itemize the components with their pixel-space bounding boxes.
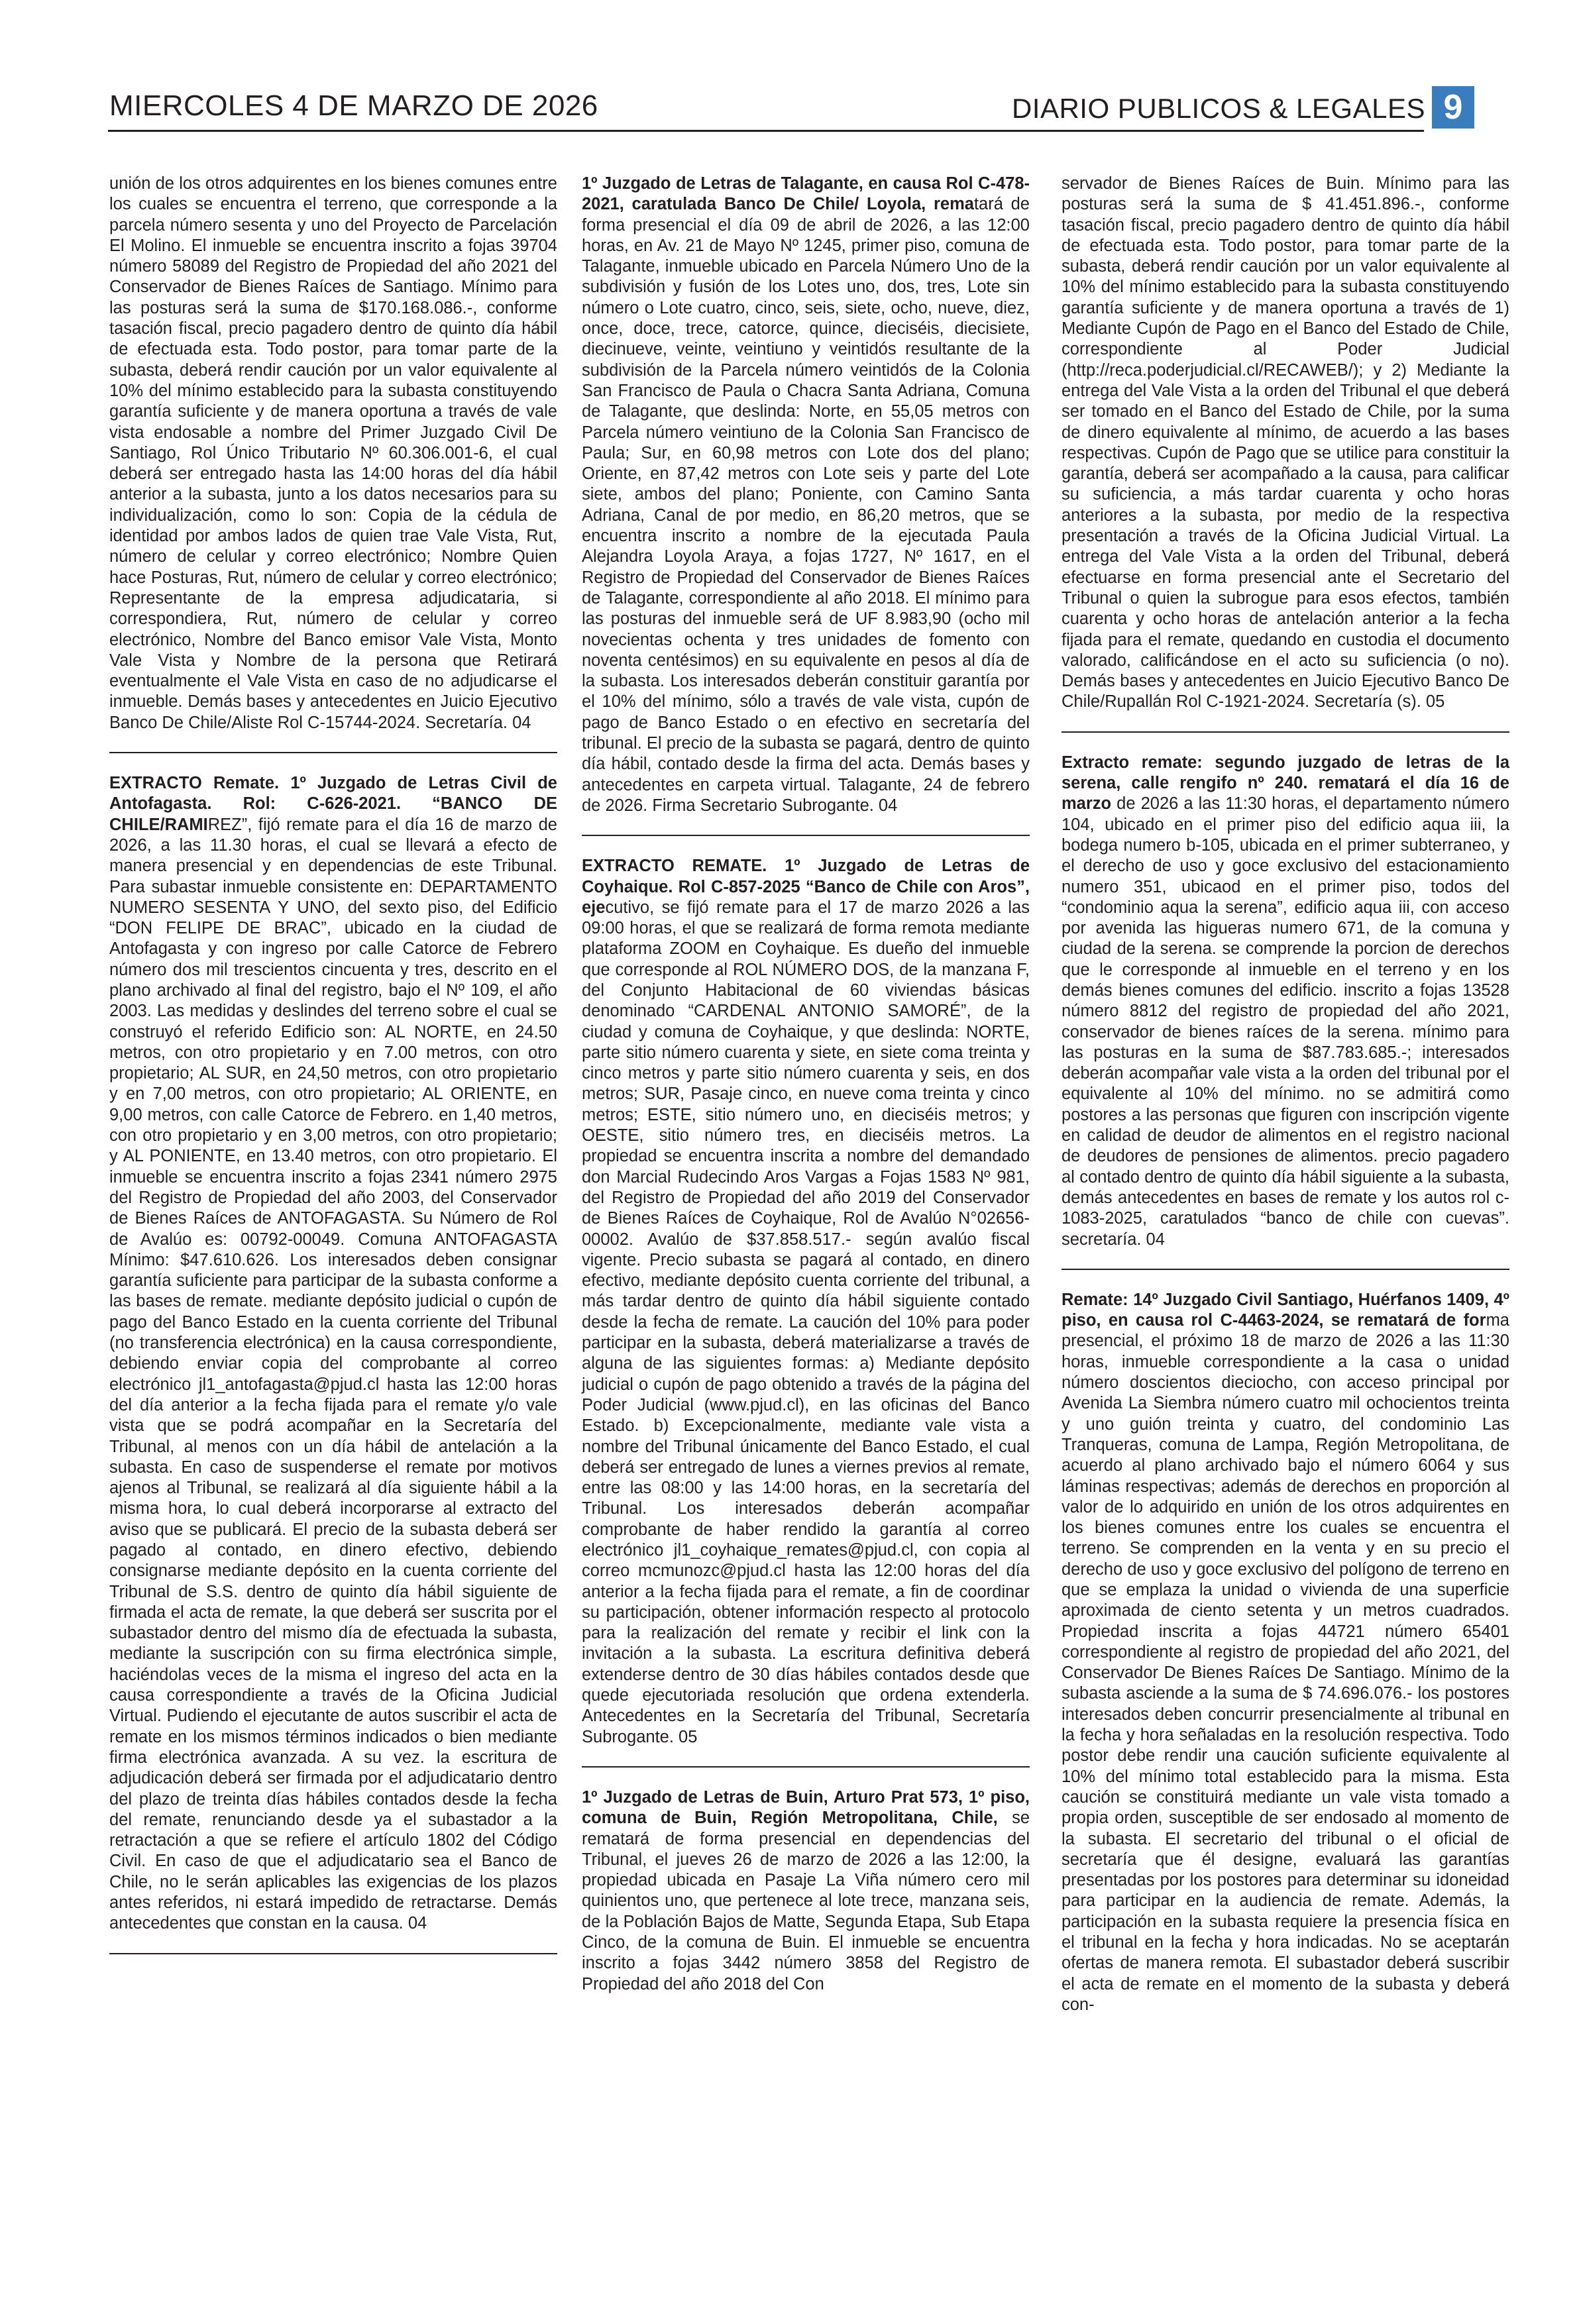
notice-santiago-14 — [1062, 1290, 1509, 2015]
notice-separator — [582, 835, 1030, 836]
notice-separator — [109, 1953, 557, 1954]
page-number-badge: 9 — [1432, 86, 1474, 129]
notice-body: cutivo, se fijó remate para el 17 de marzo 2026 a las 09:00 horas, el que se realizará de forma remota mediante plataforma ZOOM en Coyhaique. Es dueño del inmueble que corresponde al ROL NÚMERO DOS, de la manzana F, del Conjunto Habitacional de 60 viviendas básicas denominado “CARDENAL ANTONIO SAMORÉ”, de la ciudad y comuna de Coyhaique, y que deslinda: NORTE, parte sitio número cuarenta y siete, en siete coma treinta y cinco metros y parte sitio número cuarenta y seis, en dos metros; SUR, Pasaje cinco, en nueve coma treinta y cinco metros; ESTE, sitio número uno, en dieciséis metros; y OESTE, sitio número tres, en dieciséis metros. La propiedad se encuentra inscrita a nombre del demandado don Marcial Rudecindo Aros Vargas a Fojas 1583 Nº 981, del Registro de Propiedad del año 2019 del Conservador de Bienes Raíces de Coyhaique, Rol de Avalúo N°02656-00002. Avalúo de $37.858.517.- según avalúo fiscal vigente. Precio subasta se pagará al contado, en dinero efectivo, mediante depósito cuenta corriente del tribunal, a más tardar dentro de quinto día hábil siguiente contado desde la fecha de remate. La caución del 10% para poder participar en la subasta, deberá materializarse a través de alguna de las siguientes formas: a) Mediante depósito judicial o cupón de pago obtenido a través de la página del Poder Judicial (www.pjud.cl), en las oficinas del Banco Estado. b) Excepcionalmente, mediante vale vista a nombre del Tribunal únicamente del Banco Estado, el cual deberá ser entregado de lunes a viernes previos al remate, entre las 08:00 y las 14:00 horas, en la secretaría del Tribunal. Los interesados deberán acompañar comprobante de haber rendido la garantía al correo electrónico jl1_coyhaique_remates@pjud.cl, con copia al correo mcmunozc@pjud.cl hasta las 12:00 horas del día anterior a la fecha fijada para el remate, a fin de coordinar su participación, obtener información respecto al protocolo para la realización del remate y recibir el link con la invitación a la subasta. La escritura definitiva deberá extenderse dentro de 30 días hábiles contados desde que quede ejecutoriada resolución que ordena extenderla. Antecedentes en la Secretaría del Tribunal, Secretaría Subrogante. 05 — [582, 898, 1030, 1746]
notice-la-serena — [1062, 753, 1509, 1250]
notice-heading: Extracto remate: segundo juzgado de letras de la serena, calle rengifo nº 240. rematará el día 16 de marzo — [1062, 753, 1509, 814]
notice-buin-continued — [1062, 174, 1509, 713]
notice-heading: 1º Juzgado de Letras de Talagante, en causa Rol C-478-2021, caratulada Banco De Chile/ Loyola, rema — [582, 174, 1030, 214]
notice-body: tará de forma presencial el día 09 de abril de 2026, a las 12:00 horas, en Av. 21 de Mayo Nº 1245, primer piso, comuna de Talagante, inmueble ubicado en Parcela Número Uno de la subdivisión y fusión de los Lotes uno, dos, tres, Lote sin número o Lote cuatro, cinco, seis, siete, ocho, nueve, diez, once, doce, trece, catorce, quince, dieciséis, diecisiete, diecinueve, veinte, veintiuno y veintidós resultante de la subdivisión de la Parcela número veintidós de la Colonia San Francisco de Paula o Chacra Santa Adriana, Comuna de Talagante, que deslinda: Norte, en 55,05 metros con Parcela número veintiuno de la Colonia San Francisco de Paula; Sur, en 60,98 metros con Lote dos del plano; Oriente, en 87,42 metros con Lote seis y parte del Lote siete, ambos del plano; Poniente, con Camino Santa Adriana, Canal de por medio, en 86,20 metros, que se encuentra inscrito a nombre de la ejecutada Paula Alejandra Loyola Araya, a fojas 1727, Nº 1617, en el Registro de Propiedad del Conservador de Bienes Raíces de Talagante, correspondiente al año 2018. El mínimo para las posturas del inmueble será de UF 8.983,90 (ocho mil novecientas ochenta y tres unidades de fomento con noventa centésimos) en su equivalente en pesos al día de la subasta. Los interesados deberán constituir garantía por el 10% del mínimo, sólo a través de vale vista, cupón de pago de Banco Estado o en efectivo en secretaría del tribunal. El precio de la subasta se pagará, dentro de quinto día hábil, contado desde la firma del acta. Demás bases y antecedentes en carpeta virtual. Talagante, 24 de febrero de 2026. Firma Secretario Subrogante. 04 — [582, 195, 1030, 815]
publication-name: DIARIO PUBLICOS & LEGALES — [1011, 93, 1425, 124]
column-3 — [1062, 174, 1509, 2015]
notice-body: se rematará de forma presencial en dependencias del Tribunal, el jueves 26 de marzo de 2026 a las 12:00, la propiedad ubicada en Pasaje La Viña número cero mil quinientos uno, que pertenece al lote trece, manzana seis, de la Población Bajos de Matte, Segunda Etapa, Sub Etapa Cinco, de la comuna de Buin. El inmueble se encuentra inscrito a fojas 3442 número 3858 del Registro de Propiedad del año 2018 del Con — [582, 1809, 1030, 1993]
notice-body: unión de los otros adquirentes en los bienes comunes entre los cuales se encuentra el terreno, que corresponde a la parcela número sesenta y uno del Proyecto de Parcelación El Molino. El inmueble se encuentra inscrito a fojas 39704 número 58089 del Registro de Propiedad del año 2021 del Conservador de Bienes Raíces de Santiago. Mínimo para las posturas será la suma de $170.168.086.-, conforme tasación fiscal, precio pagadero dentro de quinto día hábil de efectuada esta. Todo postor, para tomar parte de la subasta, deberá rendir caución por un valor equivalente al 10% del mínimo establecido para la subasta constituyendo garantía suficiente y de manera oportuna a través de vale vista endosable a nombre del Primer Juzgado Civil De Santiago, Rol Único Tributario Nº 60.306.001-6, el cual deberá ser entregado hasta las 14:00 horas del día hábil anterior a la subasta, junto a los datos necesarios para su individualización, como lo son: Copia de la cédula de identidad por ambos lados de quien trae Vale Vista, Rut, número de celular y correo electrónico; Nombre Quien hace Posturas, Rut, número de celular y correo electrónico; Representante de la empresa adjudicataria, si correspondiera, Rut, número de celular y correo electrónico, Nombre del Banco emisor Vale Vista, Monto Vale Vista y Nombre de la persona que Retirará eventualmente el Vale Vista en caso de no adjudicarse el inmueble. Demás bases y antecedentes en Juicio Ejecutivo Banco De Chile/Aliste Rol C-15744-2024. Secretaría. 04 — [109, 174, 557, 732]
notice-separator — [582, 1766, 1030, 1768]
notice-separator — [109, 752, 557, 753]
column-2 — [582, 174, 1030, 1995]
notice-talagante — [582, 174, 1030, 816]
notice-body: servador de Bienes Raíces de Buin. Mínimo para las posturas será la suma de $ 41.451.896.-, conforme tasación fiscal, precio pagadero dentro de quinto día hábil de efectuada esta. Todo postor, para tomar parte de la subasta, deberá rendir caución por un valor equivalente al 10% del mínimo establecido para la subasta constituyendo garantía suficiente y de manera oportuna a través de 1) Mediante Cupón de Pago en el Banco del Estado de Chile, correspondiente al Poder Judicial (http://reca.poderjudicial.cl/RECAWEB/); y 2) Mediante la entrega del Vale Vista a la orden del Tribunal el que deberá ser tomado en el Banco del Estado de Chile, por la suma de dinero equivalente al mínimo, de acuerdo a las bases respectivas. Cupón de Pago que se utilice para constituir la garantía, deberá ser acompañado a la causa, para calificar su suficiencia, a más tardar cuarenta y ocho horas anteriores a la subasta, por medio de la respectiva presentación a través de la Oficina Judicial Virtual. La entrega del Vale Vista a la orden del Tribunal, deberá efectuarse en forma presencial ante el Secretario del Tribunal o quien la subrogue para esos efectos, también cuarenta y ocho horas de antelación anterior a la fecha fijada para el remate, quedando en custodia el documento valorado, calificándose en el acto su suficiencia (o no). Demás bases y antecedentes en Juicio Ejecutivo Banco De Chile/Rupallán Rol C-1921-2024. Secretaría (s). 05 — [1062, 174, 1509, 712]
notice-separator — [1062, 731, 1509, 733]
notice-coyhaique — [582, 856, 1030, 1748]
notice-separator — [1062, 1269, 1509, 1270]
issue-date: MIERCOLES 4 DE MARZO DE 2026 — [109, 89, 598, 122]
notice-continuation — [109, 174, 557, 733]
notice-heading: Remate: 14º Juzgado Civil Santiago, Huérfanos 1409, 4º piso, en causa rol C-4463-2024, se rematará de for — [1062, 1290, 1509, 1330]
masthead — [108, 86, 1474, 129]
column-1 — [109, 174, 557, 1974]
notice-antofagasta — [109, 773, 557, 1934]
notice-buin — [582, 1787, 1030, 1995]
notice-heading: 1º Juzgado de Letras de Buin, Arturo Prat 573, 1º piso, comuna de Buin, Región Metropolitana, Chile, — [582, 1787, 1030, 1828]
notice-body: REZ”, fijó remate para el día 16 de marzo de 2026, a las 11.30 horas, el cual se llevará a efecto de manera presencial y en dependencias de este Tribunal. Para subastar inmueble consistente en: DEPARTAMENTO NUMERO SESENTA Y UNO, del sexto piso, del Edificio “DON FELIPE DE BRAC”, ubicado en la ciudad de Antofagasta y con ingreso por calle Catorce de Febrero número dos mil trescientos cincuenta y tres, descrito en el plano archivado al final del registro, bajo el Nº 109, el año 2003. Las medidas y deslindes del terreno sobre el cual se construyó el referido Edificio son: AL NORTE, en 24.50 metros, con otro propietario y en 7.00 metros, con otro propietario; AL SUR, en 24,50 metros, con otro propietario y en 7,00 metros, con otro propietario; AL ORIENTE, en 9,00 metros, con calle Catorce de Febrero. en 1,40 metros, con otro propietario y en 3,00 metros, con otro propietario; y AL PONIENTE, en 13.40 metros, con otro propietario. El inmueble se encuentra inscrito a fojas 2341 número 2975 del Registro de Propiedad del año 2003, del Conservador de Bienes Raíces de ANTOFAGASTA. Su Número de Rol de Avalúo es: 00792-00049. Comuna ANTOFAGASTA Mínimo: $47.610.626. Los interesados deben consignar garantía suficiente para participar de la subasta conforme a las bases de remate. mediante depósito judicial o cupón de pago del Banco Estado en la cuenta corriente del Tribunal (no transferencia electrónica) en la causa correspondiente, debiendo enviar copia del comprobante al correo electrónico jl1_antofagasta@pjud.cl hasta las 12:00 horas del día anterior a la fecha fijada para el remate y/o vale vista que se podrá acompañar en la Secretaría del Tribunal, al menos con un día hábil de antelación a la subasta. En caso de suspenderse el remate por motivos ajenos al Tribunal, se realizará al día siguiente hábil a la misma hora, lo cual deberá incorporarse al extracto del aviso que se publicará. El precio de la subasta deberá ser pagado al contado, en dinero efectivo, debiendo consignarse mediante depósito en la cuenta corriente del Tribunal de S.S. dentro de quinto día hábil siguiente de firmada el acta de remate, la que deberá ser suscrita por el subastador dentro del mismo día de efectuada la subasta, mediante la suscripción con su firma electrónica simple, haciéndolas veces de la misma el ingreso del acta en la causa correspondiente a través de la Oficina Judicial Virtual. Pudiendo el ejecutante de autos suscribir el acta de remate en los mismos términos indicados o bien mediante firma electrónica avanzada. A su vez. la escritura de adjudicación deberá ser firmada por el adjudicatario dentro del plazo de treinta días hábiles contados desde la fecha del remate, renunciando desde ya el subastador a la retractación a que se refiere el artículo 1802 del Código Civil. En caso de que el adjudicatario sea el Banco de Chile, no le serán aplicables las exigencias de los plazos antes referidos, ni estará impedido de retractarse. Demás antecedentes que constan en la causa. 04 — [109, 815, 557, 1933]
notice-body: de 2026 a las 11:30 horas, el departamento número 104, ubicado en el primer piso del edificio aqua iii, la bodega numero b-105, ubicada en el primer subterraneo, y el derecho de uso y goce exclusivo del estacionamiento numero 351, ubicaod en el primer piso, todos del “condominio aqua la serena”, edificio aqua iii, con acceso por avenida las higueras numero 671, de la comuna y ciudad de la serena. se comprende la porcion de derechos que le corresponde al inmueble en el terreno y en los demás bienes comunes del edificio. inscrito a fojas 13528 número 8812 del registro de propiedad del año 2021, conservador de bienes raíces de la serena. mínimo para las posturas en la suma de $87.783.685.-; interesados deberán acompañar vale vista a la orden del tribunal por el equivalente al 10% del mínimo. no se admitirá como postores a las personas que figuren con inscripción vigente en calidad de deudor de alimentos en el registro nacional de deudores de pensiones de alimentos. precio pagadero al contado dentro de quinto día hábil siguiente a la subasta, demás antecedentes en bases de remate y los autos rol c-1083-2025, caratulados “banco de chile con cuevas”. secretaría. 04 — [1062, 794, 1509, 1249]
notice-heading: EXTRACTO Remate. 1º Juzgado de Letras Civil de Antofagasta. Rol: C-626-2021. “BANCO DE CHILE/RAMI — [109, 774, 557, 834]
masthead-rule — [108, 130, 1424, 132]
notice-body: ma presencial, el próximo 18 de marzo de 2026 a las 11:30 horas, inmueble correspondiente a la casa o unidad número doscientos dieciocho, con acceso principal por Avenida La Siembra número cuatro mil ochocientos treinta y uno guión treinta y cuatro, del condominio Las Tranqueras, comuna de Lampa, Región Metropolitana, de acuerdo al plano archivado bajo el número 6064 y sus láminas respectivas; además de derechos en proporción al valor de lo adquirido en unión de los otros adquirentes en los bienes comunes entre los cuales se encuentra el terreno. Se comprenden en la venta y en su precio el derecho de uso y goce exclusivo del polígono de terreno en que se emplaza la unidad o vivienda de una superficie aproximada de ciento setenta y un metros cuadrados. Propiedad inscrita a fojas 44721 número 65401 correspondiente al registro de propiedad del año 2021, del Conservador De Bienes Raíces De Santiago. Mínimo de la subasta asciende a la suma de $ 74.696.076.- los postores interesados deben concurrir presencialmente al tribunal en la fecha y hora señaladas en la resolución respectiva. Todo postor debe rendir una caución suficiente equivalente al 10% del mínimo total establecido para la misma. Esta caución se constituirá mediante un vale vista tomado a propia orden, susceptible de ser endosado al momento de la subasta. El secretario del tribunal o el oficial de secretaría que él designe, evaluará las garantías presentadas por los postores para determinar su idoneidad para participar en la audiencia de remate. Además, la participación en la subasta requiere la presencia física en el tribunal en la fecha y hora indicadas. No se aceptarán ofertas de manera remota. El subastador deberá suscribir el acta de remate en el momento de la subasta y deberá con- — [1062, 1311, 1509, 2014]
notice-heading: EXTRACTO REMATE. 1º Juzgado de Letras de Coyhaique. Rol C-857-2025 “Banco de Chile con Aros”, eje — [582, 857, 1030, 917]
